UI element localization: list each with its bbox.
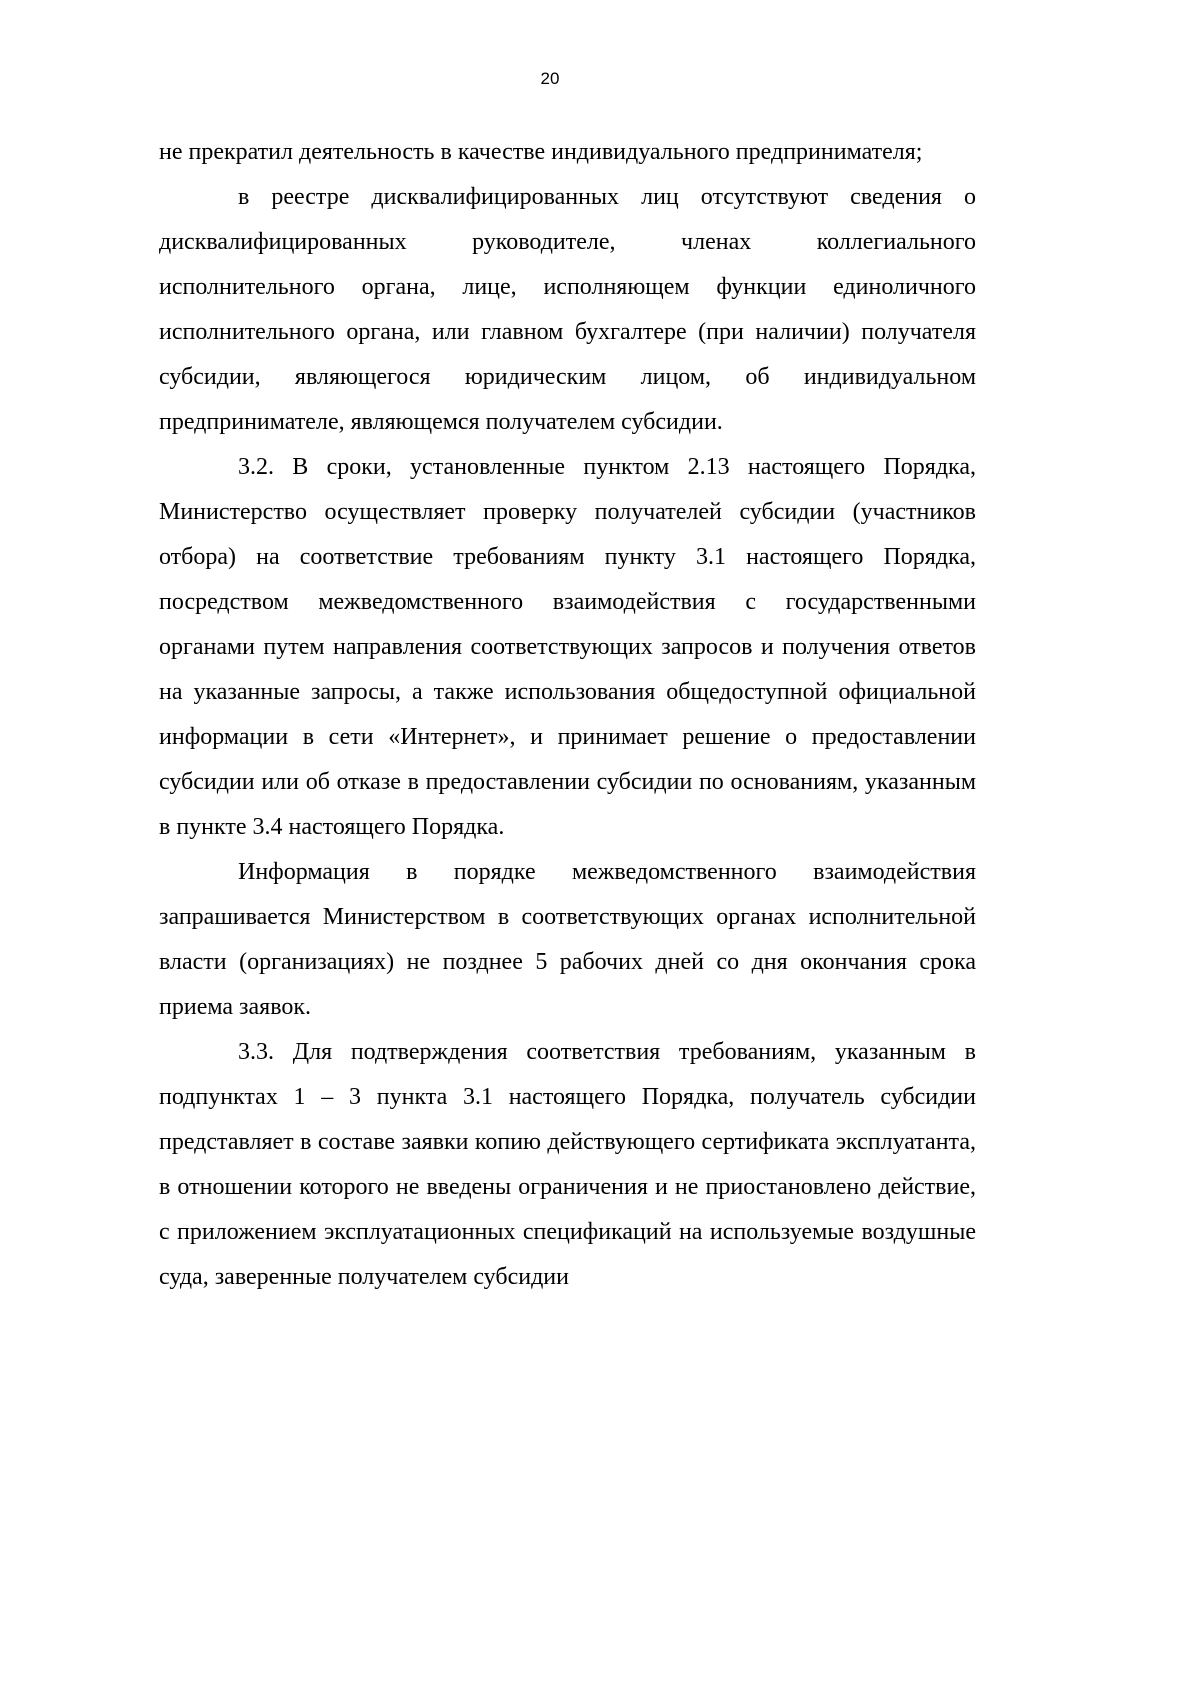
paragraph-4: Информация в порядке межведомственного взаимодействия запрашивается Министерством в соответствующих органах исполнительной власти (организациях) не позднее 5 рабочих дней со дня окончания срока приема заявок. bbox=[159, 859, 976, 1020]
paragraph-3: 3.2. В сроки, установленные пунктом 2.13 настоящего Порядка, Министерство осуществляет проверку получателей субсидии (участников отбора) на соответствие требованиям пункту 3.1 настоящего Порядка, посредством межведомственного взаимодействия с государственными органами путем направления соответствующих запросов и получения ответов на указанные запросы, а также использования общедоступной официальной информации в сети «Интернет», и принимает решение о предоставлении субсидии или об отказе в предоставлении субсидии по основаниям, указанным в пункте 3.4 настоящего Порядка. bbox=[159, 454, 976, 840]
paragraph-1: не прекратил деятельность в качестве индивидуального предпринимателя; bbox=[159, 139, 923, 165]
page-number: 20 bbox=[540, 69, 560, 88]
paragraph-2: в реестре дисквалифицированных лиц отсутствуют сведения о дисквалифицированных руководителе, членах коллегиального исполнительного органа, лице, исполняющем функции единоличного исполнительного органа, или главном бухгалтере (при наличии) получателя субсидии, являющегося юридическим лицом, об индивидуальном предпринимателе, являющемся получателем субсидии. bbox=[159, 184, 976, 435]
document-body bbox=[159, 130, 976, 1300]
paragraph-5: 3.3. Для подтверждения соответствия требованиям, указанным в подпунктах 1 – 3 пункта 3.1 настоящего Порядка, получатель субсидии представляет в составе заявки копию действующего сертификата эксплуатанта, в отношении которого не введены ограничения и не приостановлено действие, с приложением эксплуатационных спецификаций на используемые воздушные суда, заверенные получателем субсидии bbox=[159, 1039, 976, 1290]
